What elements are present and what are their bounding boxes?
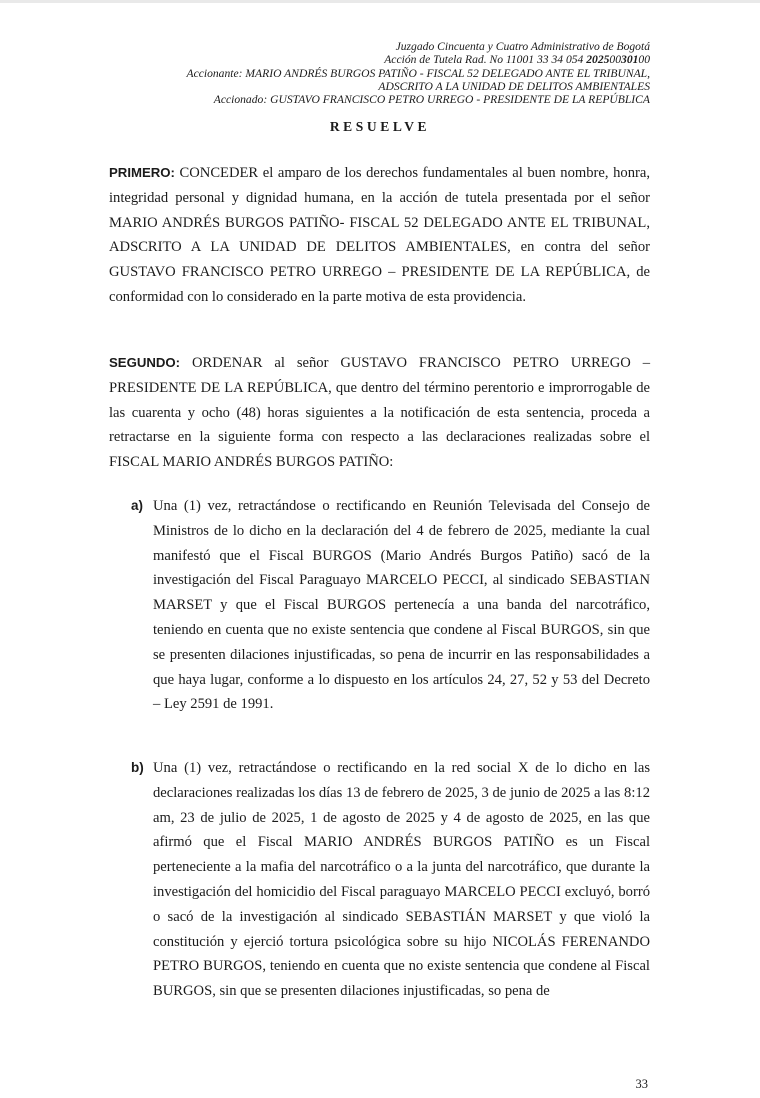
court-name: Juzgado Cincuenta y Cuatro Administrativo de Bogotá: [395, 40, 650, 53]
list-item-b: [131, 756, 650, 1004]
case-number-mid: 00: [609, 53, 622, 67]
page-top-edge: [0, 0, 760, 3]
list-item-a: [131, 494, 650, 717]
segundo-text: ORDENAR al señor GUSTAVO FRANCISCO PETRO URREGO – PRESIDENTE DE LA REPÚBLICA, que dentro del término perentorio e improrrogable de las cuarenta y ocho (48) horas siguientes a la notificación de esta sentencia, proceda a retractarse en la siguiente forma con respecto a las declaraciones realizadas sobre el FISCAL MARIO ANDRÉS BURGOS PATIÑO:: [109, 355, 650, 471]
item-a-text: Una (1) vez, retractándose o rectificando en Reunión Televisada del Consejo de Ministros de lo dicho en la declaración del 4 de febrero de 2025, mediante la cual manifestó que el Fiscal BURGOS (Mario Andrés Burgos Patiño) sacó de la investigación del Fiscal Paraguayo MARCELO PECCI, al sindicado SEBASTIAN MARSET y que el Fiscal BURGOS pertenecía a una banda del narcotráfico, teniendo en cuenta que no existe sentencia que condene al Fiscal BURGOS, sin que se presenten dilaciones injustificadas, so pena de incurrir en las responsabilidades a que haya lugar, conforme a lo dispuesto en los artículos 24, 27, 52 y 53 del Decreto – Ley 2591 de 1991.: [153, 498, 650, 713]
accionante-line-1: Accionante: MARIO ANDRÉS BURGOS PATIÑO - FISCAL 52 DELEGADO ANTE EL TRIBUNAL,: [186, 66, 650, 80]
paragraph-segundo: [109, 351, 650, 475]
case-number-prefix: Acción de Tutela Rad. No 11001 33 34 054: [384, 53, 587, 67]
page-number: 33: [635, 1077, 648, 1091]
primero-label: PRIMERO:: [109, 165, 175, 180]
primero-text: CONCEDER el amparo de los derechos fundamentales al buen nombre, honra, integridad personal y dignidad humana, en la acción de tutela presentada por el señor MARIO ANDRÉS BURGOS PATIÑO- FISCAL 52 DELEGADO ANTE EL TRIBUNAL, ADSCRITO A LA UNIDAD DE DELITOS AMBIENTALES, en contra del señor GUSTAVO FRANCISCO PETRO URREGO – PRESIDENTE DE LA REPÚBLICA, de conformidad con lo considerado en la parte motiva de esta providencia.: [109, 165, 650, 305]
item-b-text: Una (1) vez, retractándose o rectificando en la red social X de lo dicho en las declaraciones realizadas los días 13 de febrero de 2025, 3 de junio de 2025 a las 8:12 am, 23 de julio de 2025, 1 de agosto de 2025 y 4 de agosto de 2025, en las que afirmó que el Fiscal MARIO ANDRÉS BURGOS PATIÑO es un Fiscal perteneciente a la mafia del narcotráfico o a la junta del narcotráfico, que durante la investigación del homicidio del Fiscal paraguayo MARCELO PECCI excluyó, borró o sacó de la investigación al sindicado SEBASTIÁN MARSET y que violó la constitución y ejerció tortura psicológica sobre su hijo NICOLÁS FERENANDO PETRO BURGOS, teniendo en cuenta que no existe sentencia que condene al Fiscal BURGOS, sin que se presenten dilaciones injustificadas, so pena de: [153, 760, 650, 1000]
item-a-marker: a): [131, 498, 144, 513]
case-number-seq: 301: [621, 53, 639, 67]
item-b-marker: b): [131, 760, 144, 775]
case-number-year: 2025: [586, 53, 610, 67]
accionado-line: Accionado: GUSTAVO FRANCISCO PETRO URREGO - PRESIDENTE DE LA REPÚBLICA: [213, 93, 650, 107]
case-number: [186, 53, 650, 66]
case-header: [186, 40, 650, 106]
segundo-label: SEGUNDO:: [109, 355, 181, 370]
accionante-line-2: ADSCRITO A LA UNIDAD DE DELITOS AMBIENTALES: [378, 79, 650, 93]
case-number-suffix: 00: [638, 53, 650, 67]
paragraph-primero: [109, 161, 650, 310]
section-heading: RESUELVE: [329, 119, 431, 134]
